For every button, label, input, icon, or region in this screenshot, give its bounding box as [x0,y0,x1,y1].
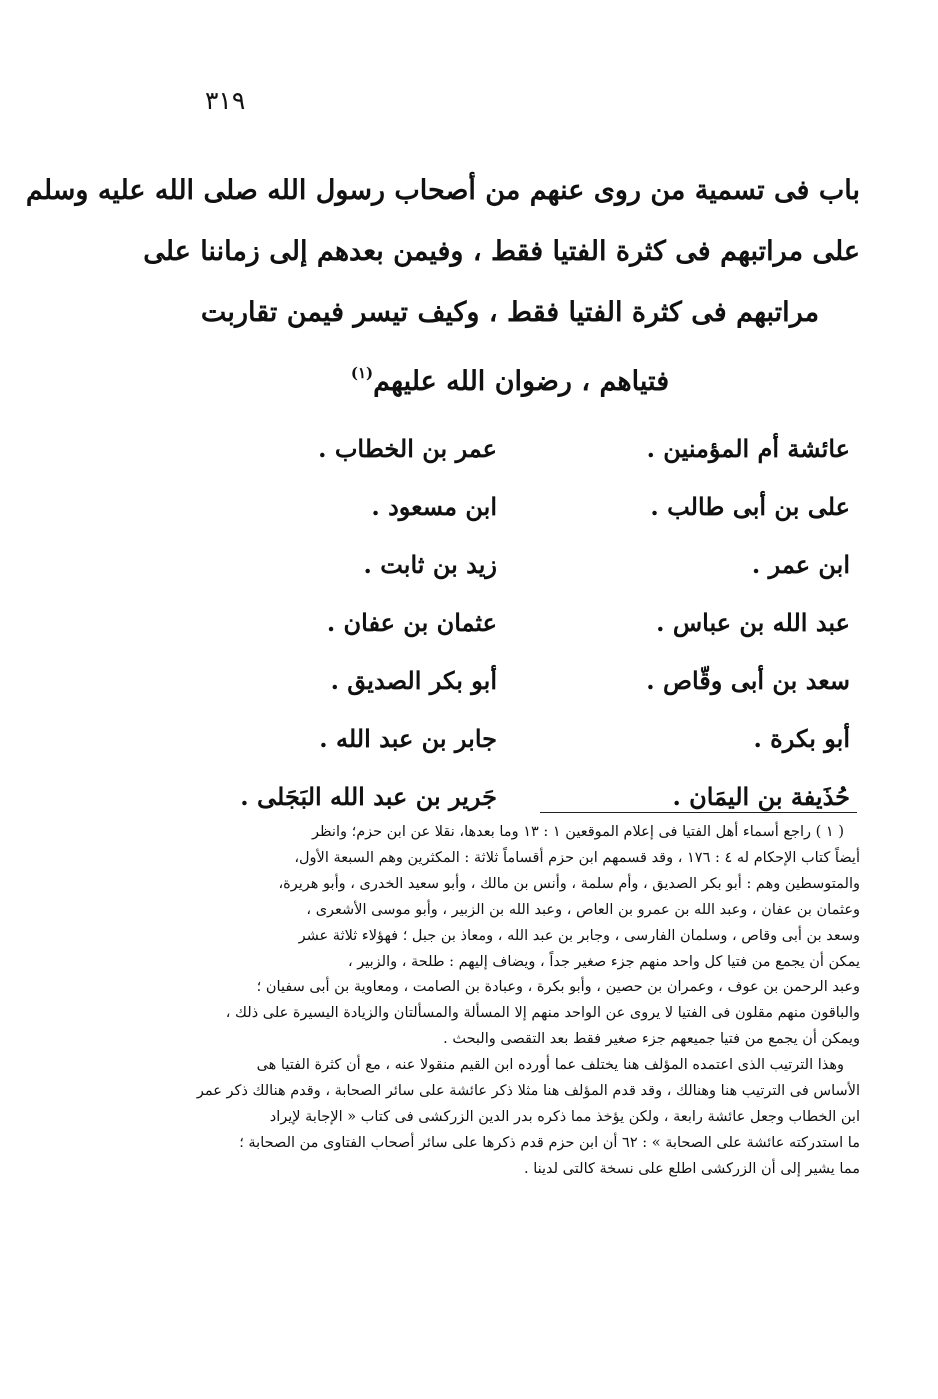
heading-line-4-text: فتياهم ، رضوان الله عليهم [373,366,670,397]
list-item: أبو بكرة . [753,724,850,753]
footnote [148,820,860,1183]
list-item: على بن أبى طالب . [650,492,850,521]
list-row [180,425,860,483]
chapter-heading [25,160,860,404]
list-item: حُذَيفة بن اليمَان . [672,782,850,811]
list-item: زيد بن ثابت . [363,550,497,579]
footnote-line: وهذا الترتيب الذى اعتمده المؤلف هنا يختلف عما أورده ابن القيم منقولا عنه ، مع أن كثرة الفتيا هى [256,1057,844,1074]
heading-line-2: على مراتبهم فى كثرة الفتيا فقط ، وفيمن بعدهم إلى زماننا على [143,236,860,267]
list-row [180,599,860,657]
companions-list [180,425,860,831]
list-item: عائشة أم المؤمنين . [646,434,850,463]
heading-line-1: باب فى تسمية من روى عنهم من أصحاب رسول الله صلى الله عليه وسلم [25,175,860,206]
list-item: ابن مسعود . [371,492,497,521]
footnote-line: مما يشير إلى أن الزركشى اطلع على نسخة كالتى لدينا . [524,1160,860,1177]
list-item: عبد الله بن عباس . [656,608,850,637]
list-item: عثمان بن عفان . [326,608,497,637]
footnote-line: أيضاً كتاب الإحكام له ٤ : ١٧٦ ، وقد قسمهم ابن حزم أقساماً ثلاثة : المكثرين وهم السبعة الأول، [294,849,860,866]
footnote-divider [540,812,857,813]
footnote-line: ( ١ ) راجع أسماء أهل الفتيا فى إعلام الموقعين ١ : ١٣ وما بعدها، نقلا عن ابن حزم؛ وانظر [312,824,844,840]
footnote-marker: (١) [350,364,374,382]
list-item: جَرير بن عبد الله البَجَلى . [240,782,497,811]
footnote-line: وسعد بن أبى وقاص ، وسلمان الفارسى ، وجابر بن عبد الله ، ومعاذ بن جبل ؛ فهؤلاء ثلاثة عشر [298,927,860,944]
list-item: أبو بكر الصديق . [330,666,497,695]
list-item: جابر بن عبد الله . [319,724,497,753]
page-number: ٣١٩ [205,86,246,115]
list-row [180,483,860,541]
footnote-line: وعثمان بن عفان ، وعبد الله بن عمرو بن العاص ، وعبد الله بن الزبير ، وأبو موسى الأشعرى ، [306,901,860,918]
footnote-line: وعبد الرحمن بن عوف ، وعمران بن حصين ، وأبو بكرة ، وعبادة بن الصامت ، ومعاوية بن أبى سفيان ؛ [256,979,860,996]
heading-line-3: مراتبهم فى كثرة الفتيا فقط ، وكيف تيسر فيمن تقاربت [200,297,820,328]
footnote-line: والباقون منهم مقلون فى الفتيا لا يروى عن الواحد منهم إلا المسألة والمسألتان والزيادة اليسيرة على ذلك ، [225,1005,860,1022]
list-item: ابن عمر . [751,550,850,579]
footnote-line: والمتوسطين وهم : أبو بكر الصديق ، وأم سلمة ، وأنس بن مالك ، وأبو سعيد الخدرى ، وأبو هريرة، [278,875,860,892]
list-item: سعد بن أبى وقّاص . [646,666,850,695]
list-row [180,541,860,599]
footnote-line: ابن الخطاب وجعل عائشة رابعة ، ولكن يؤخذ مما ذكره بدر الدين الزركشى فى كتاب « الإجابة لإيراد [269,1108,860,1125]
footnote-line: ويمكن أن يجمع من فتيا جميعهم جزء صغير فقط بعد التقصى والبحث . [443,1031,860,1048]
list-item: عمر بن الخطاب . [318,434,497,463]
footnote-line: ما استدركته عائشة على الصحابة » : ٦٢ أن ابن حزم قدم ذكرها على سائر أصحاب الفتاوى من الصحابة ؛ [239,1134,860,1151]
footnote-line: يمكن أن يجمع من فتيا كل واحد منهم جزء صغير جداً ، ويضاف إليهم : طلحة ، والزبير ، [347,953,860,970]
list-row [180,715,860,773]
heading-line-4 [160,343,860,404]
list-row [180,657,860,715]
footnote-line: الأساس فى الترتيب هنا وهنالك ، وقد قدم المؤلف هنا مثلا ذكر عائشة على سائر الصحابة ، وقدم هنالك ذكر عمر [196,1083,860,1100]
